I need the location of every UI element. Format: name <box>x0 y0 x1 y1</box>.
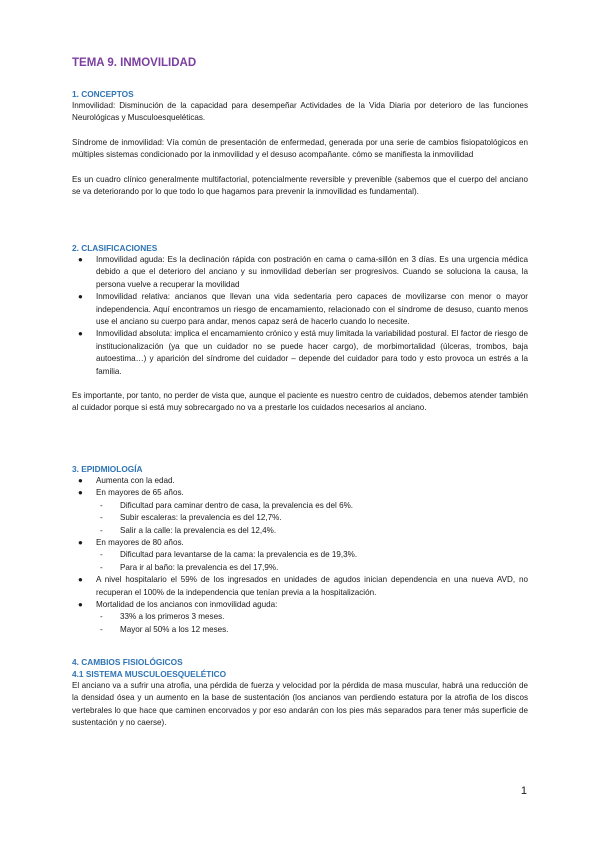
paragraph: El anciano va a sufrir una atrofia, una pérdida de fuerza y velocidad por la pérdida de masa muscular, habrá una reducción de la densidad ósea y un aumento en la base de sustentación (los ancianos van perdiendo estatura por la atrofia de los discos vertebrales lo que hace que caminen encorvados y por eso andarán con los pies más separados para tener más superficie de sustentación y no caerse). <box>72 681 528 728</box>
paragraph: Es importante, por tanto, no perder de vista que, aunque el paciente es nuestro centro de cuidados, debemos atender también al cuidador porque si está muy sobrecargado no va a prestarle los cuidados necesarios al anciano. <box>72 391 528 413</box>
paragraph: Síndrome de inmovilidad: Vía común de presentación de enfermedad, generada por una serie de cambios fisiopatológicos en múltiples sistemas condicionado por la inmovilidad y el desuso acompañante. cómo se manifiesta la inmovilidad <box>72 137 528 160</box>
dash-icon: - <box>100 525 103 535</box>
bullet-icon: ● <box>78 600 83 610</box>
list-item: ● Inmovilidad relativa: ancianos que llevan una vida sedentaria pero capaces de movilizarse con menor o mayor independencia. Aquí encontramos un riesgo de encamamiento, relacionado con el síndrome de desuso, cuanto menos use el anciano su cuerpo para andar, menos capaz será de hacerlo cuando lo necesite. <box>78 292 528 327</box>
subsection-heading: 4.1 SISTEMA MUSCULOESQUELÉTICO <box>72 669 227 679</box>
section-heading: 2. CLASIFICACIONES <box>72 243 158 253</box>
section-cambios-fisiologicos <box>72 657 528 730</box>
sub-list-item: - Subir escaleras: la prevalencia es del 12,7%. <box>72 512 528 524</box>
section-epidemiologia <box>72 464 528 636</box>
list-item: ● En mayores de 80 años. <box>72 537 528 549</box>
bullet-icon: ● <box>78 292 83 302</box>
sub-list-item: - Mayor al 50% a los 12 meses. <box>72 624 528 636</box>
bullet-icon: ● <box>78 476 83 485</box>
section-heading: 4. CAMBIOS FISIOLÓGICOS <box>72 657 183 667</box>
bullet-icon: ● <box>78 575 83 585</box>
list-item: ● En mayores de 65 años. <box>72 487 528 499</box>
dash-icon: - <box>100 500 103 510</box>
bullet-icon: ● <box>78 255 83 264</box>
page-number: 1 <box>520 785 527 797</box>
list-item: ● A nivel hospitalario el 59% de los ingresados en unidades de agudos inician dependencia en una nueva AVD, no recuperan el 100% de la independencia que tenían previa a la hospitalización. <box>78 575 528 597</box>
sub-list-item: - 33% a los primeros 3 meses. <box>72 611 528 623</box>
sub-list-item: - Para ir al baño: la prevalencia es del 17,9%. <box>72 562 528 574</box>
list-item: ● Aumenta con la edad. <box>72 475 528 487</box>
dash-icon: - <box>100 562 103 572</box>
dash-icon: - <box>100 612 103 622</box>
dash-icon: - <box>100 513 103 523</box>
sub-list-item: - Salir a la calle: la prevalencia es del 12,4%. <box>72 525 528 537</box>
section-conceptos <box>72 89 528 198</box>
sub-list-item: - Dificultad para caminar dentro de casa, la prevalencia es del 6%. <box>72 500 528 512</box>
dash-icon: - <box>100 624 103 634</box>
paragraph: Inmovilidad: Disminución de la capacidad para desempeñar Actividades de la Vida Diaria por deterioro de las funciones Neurológicas y Musculoesqueléticas. <box>72 101 528 123</box>
document-title: TEMA 9. INMOVILIDAD <box>72 57 197 69</box>
bullet-icon: ● <box>78 329 83 339</box>
section-heading: 3. EPIDMIOLOGÍA <box>72 464 143 474</box>
sub-list-item: - Dificultad para levantarse de la cama: la prevalencia es de 19,3%. <box>72 549 528 561</box>
section-clasificaciones <box>72 243 528 415</box>
bullet-icon: ● <box>78 538 83 548</box>
list-item: ● Inmovilidad aguda: Es la declinación rápida con postración en cama o cama-sillón en 3 días. Es una urgencia médica debido a que el deterioro del anciano y su inmovilidad deberían ser progresivos. Cuando se soluciona la causa, la persona vuelve a recuperar la movilidad <box>78 255 528 289</box>
section-heading: 1. CONCEPTOS <box>72 89 134 99</box>
bullet-icon: ● <box>78 488 83 498</box>
list-item: ● Mortalidad de los ancianos con inmovilidad aguda: <box>72 599 528 611</box>
list-item: ● Inmovilidad absoluta: implica el encamamiento crónico y está muy limitada la variabilidad postural. El factor de riesgo de institucionalización (ya que un cuidador no se puede hacer cargo), de morbimortalidad (úlceras, trombos, baja autoestima…) y aparición del síndrome del cuidador – depende del cuidador para todo y esto provoca un estrés a la familia. <box>78 329 528 376</box>
paragraph: Es un cuadro clínico generalmente multifactorial, potencialmente reversible y prevenible (sabemos que el cuerpo del anciano se va deteriorando por lo que todo lo que hagamos para prevenir la inmovilidad es fundamental). <box>72 174 528 197</box>
dash-icon: - <box>100 550 103 560</box>
